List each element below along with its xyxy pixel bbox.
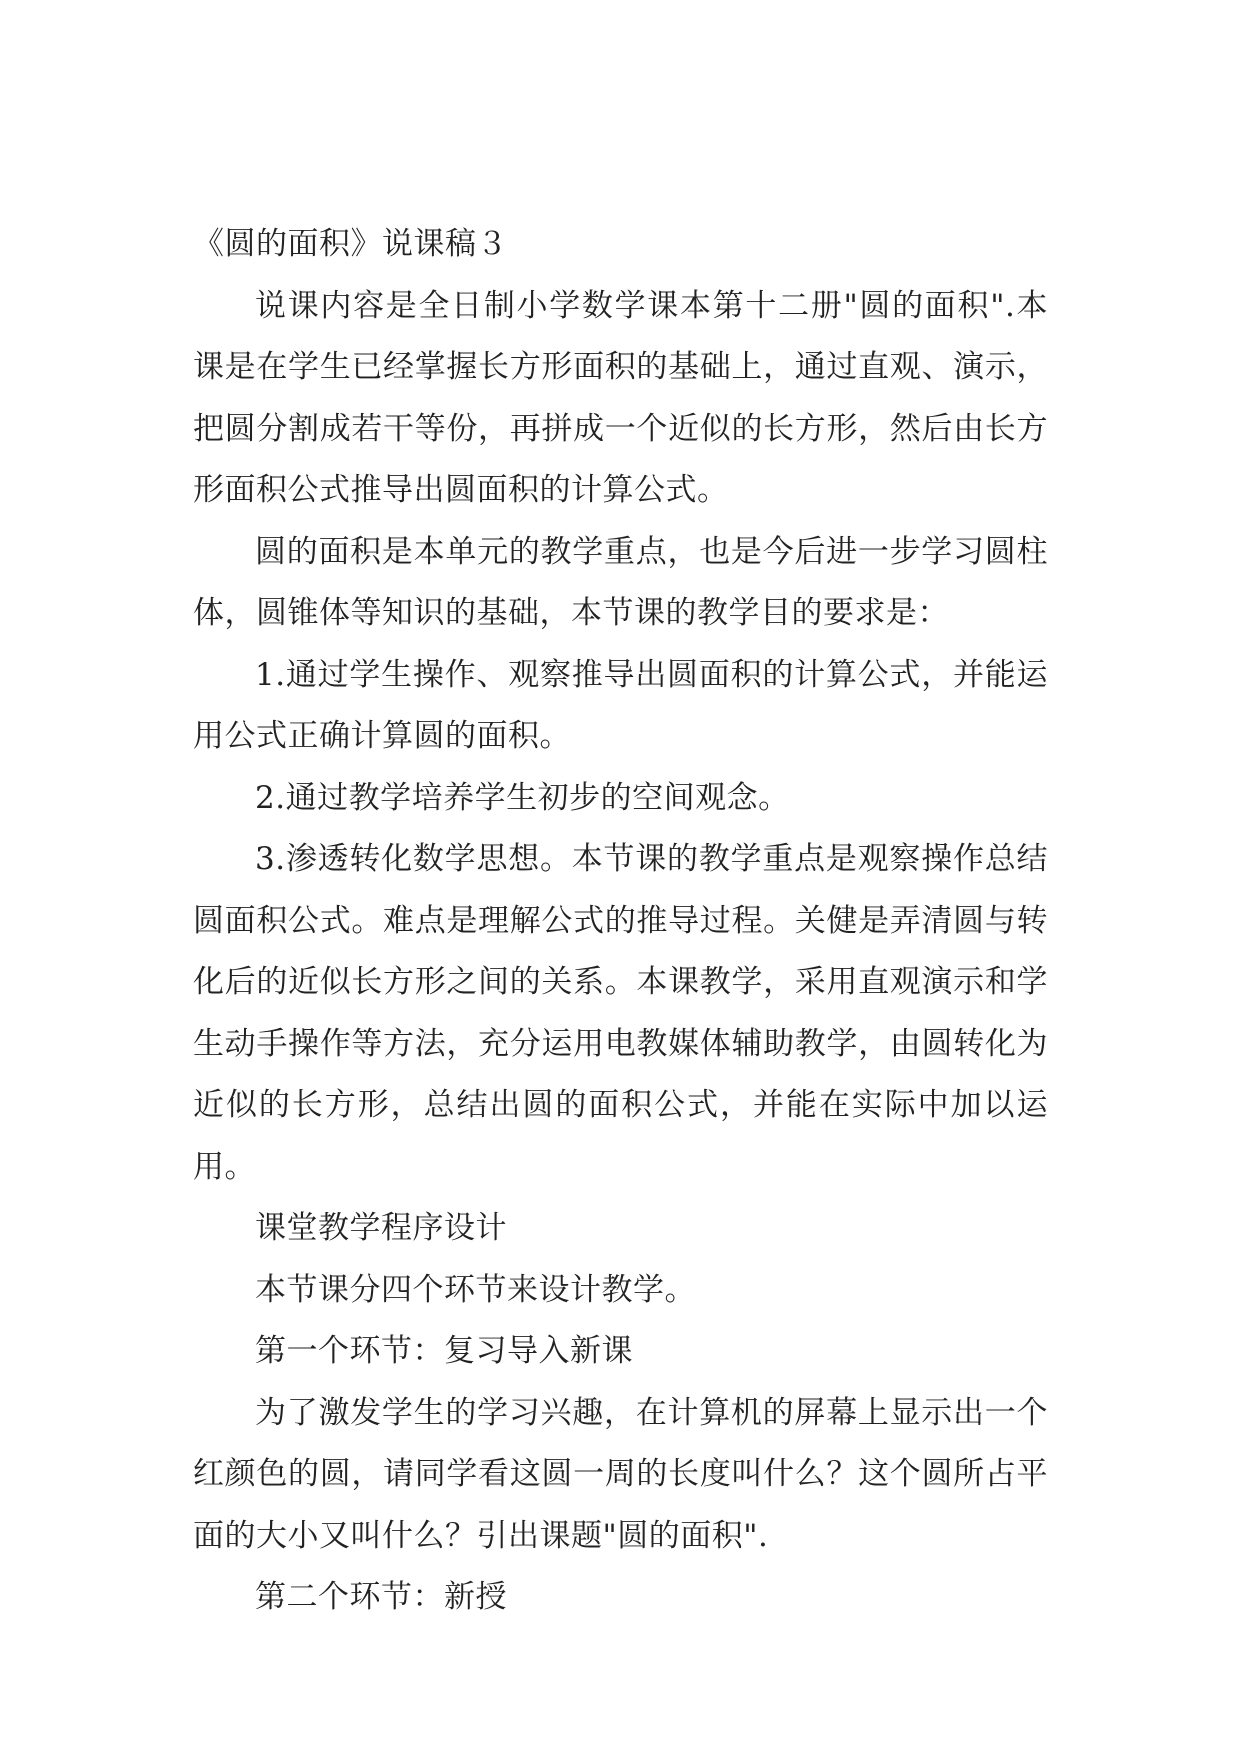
paragraph: 1.通过学生操作、观察推导出圆面积的计算公式，并能运用公式正确计算圆的面积。 bbox=[193, 656, 1048, 754]
paragraph: 说课内容是全日制小学数学课本第十二册"圆的面积".本课是在学生已经掌握长方形面积的基础上，通过直观、演示，把圆分割成若干等份，再拼成一个近似的长方形，然后由长方形面积公式推导出圆面积的计算公式。 bbox=[193, 287, 1048, 508]
paragraph: 本节课分四个环节来设计教学。 bbox=[255, 1271, 696, 1308]
section-heading: 课堂教学程序设计 bbox=[255, 1210, 507, 1246]
paragraph: 3.渗透转化数学思想。本节课的教学重点是观察操作总结圆面积公式。难点是理解公式的推导过程。关健是弄清圆与转化后的近似长方形之间的关系。本课教学，采用直观演示和学生动手操作等方法，充分运用电教媒体辅助教学，由圆转化为近似的长方形，总结出圆的面积公式，并能在实际中加以运用。 bbox=[193, 841, 1048, 1185]
document-body bbox=[193, 214, 1048, 1629]
paragraph: 圆的面积是本单元的教学重点，也是今后进一步学习圆柱体，圆锥体等知识的基础，本节课的教学目的要求是： bbox=[193, 533, 1048, 631]
section-heading: 第一个环节：复习导入新课 bbox=[255, 1333, 633, 1369]
document-title: 《圆的面积》说课稿３ bbox=[193, 226, 508, 262]
paragraph: 2.通过教学培养学生初步的空间观念。 bbox=[255, 779, 790, 816]
section-heading: 第二个环节：新授 bbox=[255, 1579, 507, 1615]
paragraph: 为了激发学生的学习兴趣，在计算机的屏幕上显示出一个红颜色的圆，请同学看这圆一周的长度叫什么？这个圆所占平面的大小又叫什么？引出课题"圆的面积". bbox=[193, 1394, 1048, 1554]
